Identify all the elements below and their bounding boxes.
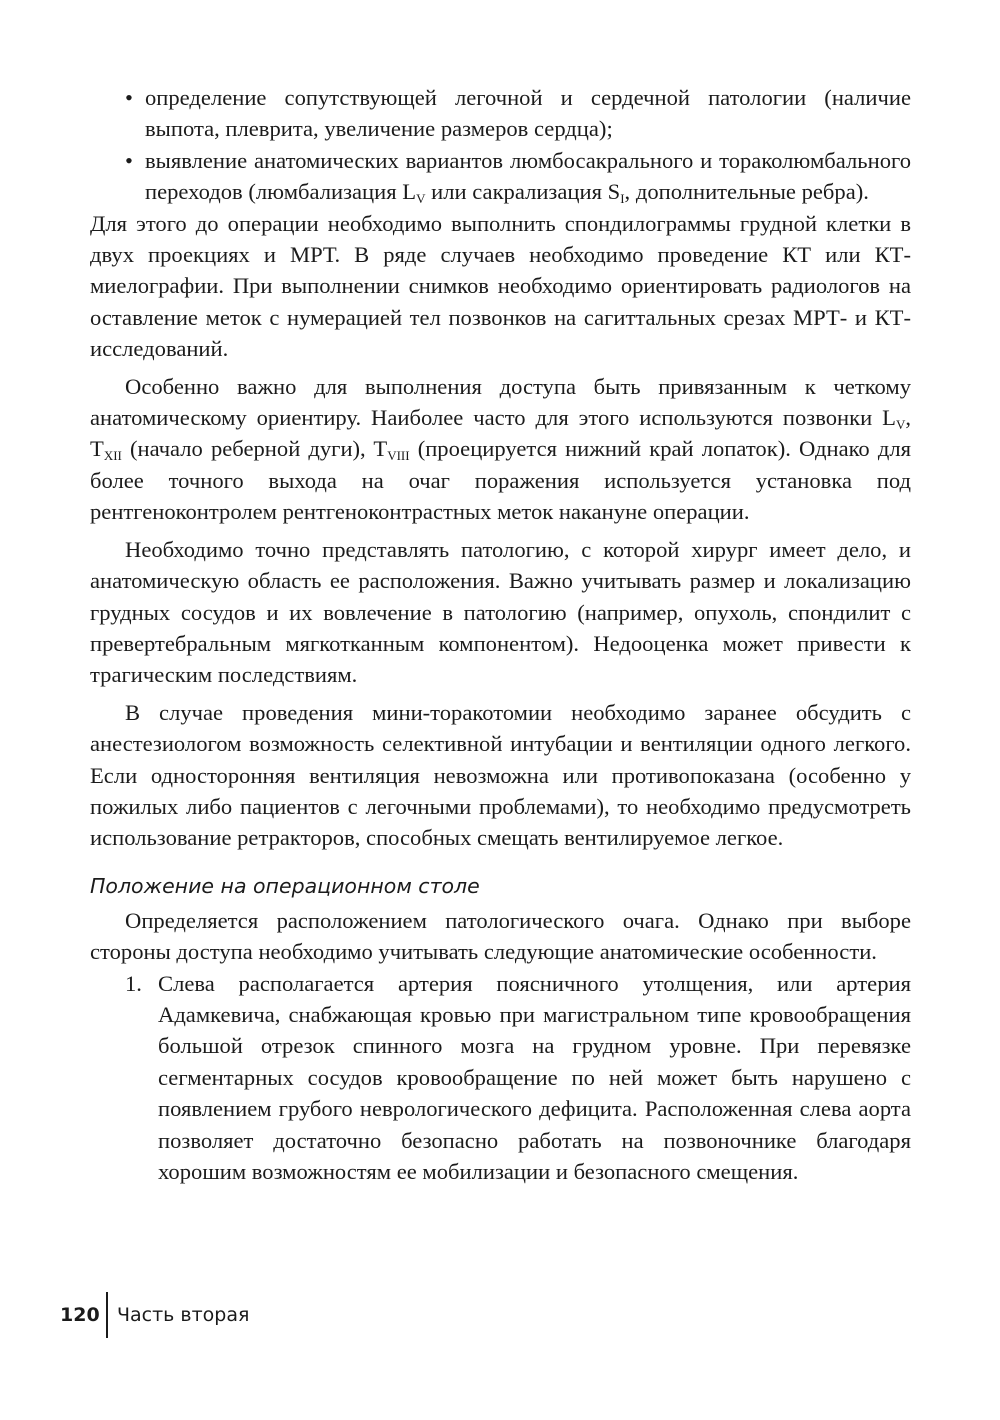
bullet-item [90, 82, 911, 145]
footer-divider [106, 1292, 108, 1338]
part-title: Часть вторая [117, 1304, 250, 1326]
subscript: I [620, 191, 625, 207]
subscript: V [895, 417, 906, 433]
subscript: XII [103, 448, 122, 464]
item-text: Слева располагается артерия поясничного утолщения, или артерия Адамкевича, снабжающая кровью при магистральном типе кровообращения большой отрезок спинного мозга на грудном уровне. При перевязке сегментарных сосудов кровообращение по ней может быть нарушено с появлением грубого неврологического дефицита. Расположенная слева аорта позволяет достаточно безопасно работать на позвоночнике благодаря хорошим возможностям ее мобилизации и безопасного смещения. [158, 970, 911, 1184]
paragraph: Определяется расположением патологического очага. Однако при выборе стороны доступа необходимо учитывать следующие анатомические особенности. [90, 907, 911, 965]
bullet-marker: • [125, 85, 133, 110]
bullet-item [90, 145, 911, 208]
page-number: 120 [60, 1304, 100, 1326]
paragraph: В случае проведения мини-торакотомии необходимо заранее обсудить с анестезиологом возможность селективной интубации и вентиляции одного легкого. Если односторонняя вентиляция невозможна или противопоказана (особенно у пожилых либо пациентов с легочными проблемами), то необходимо предусмотреть использование ретракторов, способных смещать вентилируемое легкое. [90, 699, 911, 851]
bullet-text: определение сопутствующей легочной и сердечной патологии (наличие выпота, плеврита, увеличение размеров сердца); [145, 85, 911, 142]
paragraph: Для этого до операции необходимо выполнить спондилограммы грудной клетки в двух проекциях и МРТ. В ряде случаев необходимо проведение КТ или КТ-миелографии. При выполнении снимков необходимо ориентировать радиологов на оставление меток с нумерацией тел позвонков на сагиттальных срезах МРТ- и КТ-исследований. [90, 210, 911, 362]
bullet-list [90, 82, 911, 208]
subscript: VIII [387, 448, 410, 464]
page-body [90, 82, 911, 1187]
page-footer [60, 1295, 249, 1335]
bullet-text: выявление анатомических вариантов люмбосакрального и тораколюмбального переходов (люмбализация $L_V$ или сакрализация $S_I$, дополнительные ребра). [145, 147, 911, 207]
bullet-marker: • [125, 147, 133, 173]
subscript: V [416, 191, 426, 207]
section-subheading: Положение на операционном столе [90, 873, 480, 898]
item-number: 1. [125, 970, 142, 996]
numbered-list [90, 968, 911, 1188]
paragraph: Необходимо точно представлять патологию, с которой хирург имеет дело, и анатомическую область ее расположения. Важно учитывать размер и локализацию грудных сосудов и их вовлечение в патологию (например, опухоль, спондилит с превертебральным мягкотканным компонентом). Недооценка может привести к трагическим последствиям. [90, 536, 911, 688]
paragraph: Особенно важно для выполнения доступа быть привязанным к четкому анатомическому ориентиру. Наиболее часто для этого используются позвонки $L_V$, $T_{XII}$ (начало реберной дуги), $T_{VIII}$ (проецируется нижний край лопаток). Однако для более точного выхода на очаг поражения используется установка под рентгеноконтролем рентгеноконтрастных меток накануне операции. [90, 373, 911, 525]
numbered-item [90, 968, 911, 1188]
